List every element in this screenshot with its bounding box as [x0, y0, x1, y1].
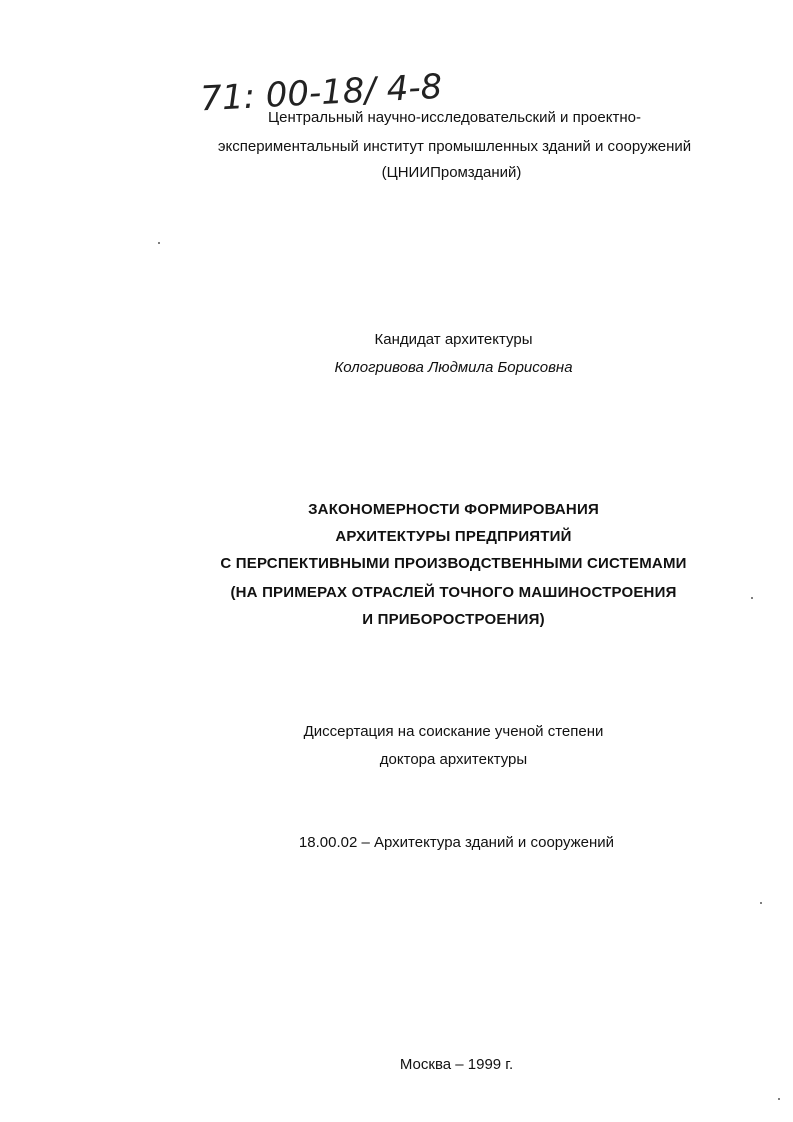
author-name: Кологривова Людмила Борисовна	[334, 359, 573, 376]
institute-line-1: Центральный научно-исследовательский и проектно-	[268, 109, 641, 126]
scan-speck	[778, 1098, 780, 1100]
city-year: Москва – 1999 г.	[399, 1056, 514, 1073]
scan-speck	[751, 597, 753, 599]
handwritten-code-text: 71: 00-18/ 4-8	[200, 66, 444, 114]
title-line-4: (НА ПРИМЕРАХ ОТРАСЛЕЙ ТОЧНОГО МАШИНОСТРОЕНИЯ	[230, 584, 677, 601]
handwritten-code	[200, 64, 530, 114]
title-line-2: АРХИТЕКТУРЫ ПРЕДПРИЯТИЙ	[335, 528, 572, 545]
specialty-code: 18.00.02 – Архитектура зданий и сооружений	[298, 834, 615, 851]
title-line-1: ЗАКОНОМЕРНОСТИ ФОРМИРОВАНИЯ	[308, 501, 599, 518]
dissertation-line-1: Диссертация на соискание ученой степени	[303, 723, 604, 740]
author-degree: Кандидат архитектуры	[374, 331, 533, 348]
scan-speck	[760, 902, 762, 904]
institute-line-2: экспериментальный институт промышленных зданий и сооружений	[217, 138, 692, 155]
title-line-5: И ПРИБОРОСТРОЕНИЯ)	[362, 611, 545, 628]
handwritten-code-stroke	[200, 64, 530, 114]
title-line-3: С ПЕРСПЕКТИВНЫМИ ПРОИЗВОДСТВЕННЫМИ СИСТЕМАМИ	[220, 555, 687, 572]
dissertation-line-2: доктора архитектуры	[379, 751, 528, 768]
institute-line-3: (ЦНИИПромзданий)	[381, 164, 522, 181]
scan-speck	[158, 242, 160, 244]
